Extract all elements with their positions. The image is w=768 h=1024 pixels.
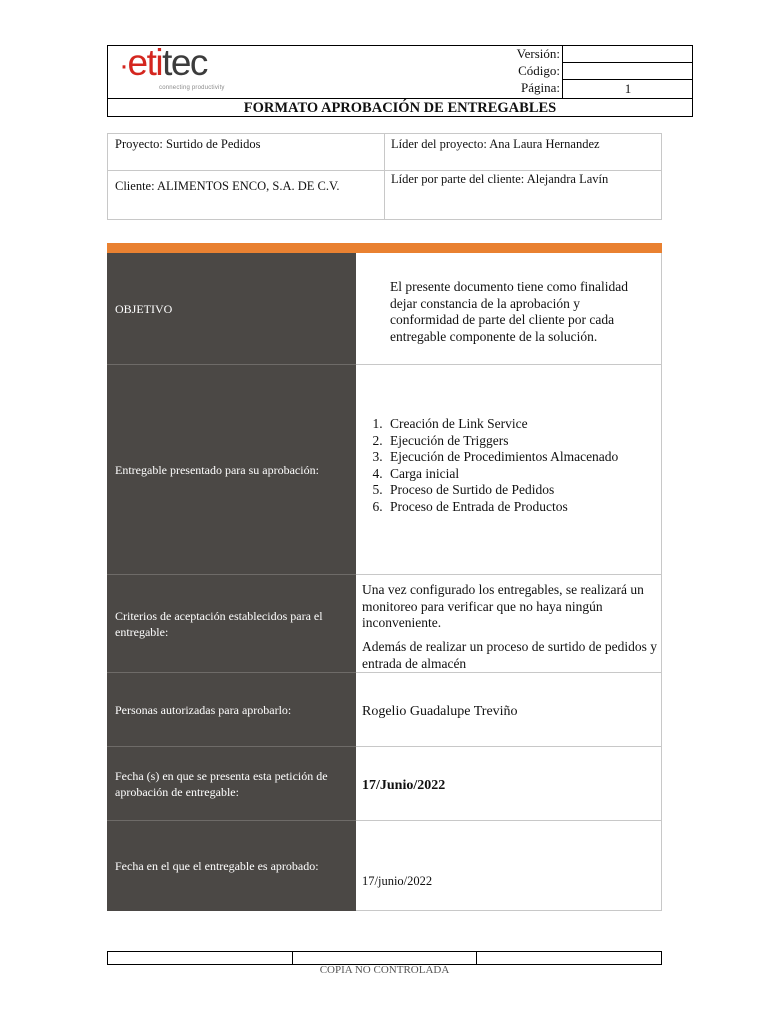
authorized-label-text: Personas autorizadas para aprobarlo: xyxy=(115,702,292,717)
deliverable-label xyxy=(107,365,356,574)
approval-date-label-text: Fecha en el que el entregable es aprobado: xyxy=(115,859,319,873)
version-label: Versión: xyxy=(516,46,560,61)
criteria-text-2: Además de realizar un proceso de surtido de pedidos y entrada de almacén xyxy=(362,639,658,671)
deliverable-item: 5. Proceso de Surtido de Pedidos xyxy=(386,482,662,499)
row-divider xyxy=(356,820,662,821)
project-info-table xyxy=(107,133,662,220)
code-value xyxy=(562,63,693,80)
request-date-label-text: Fecha (s) en que se presenta esta petición de aprobación de entregable: xyxy=(115,768,328,799)
logo-tagline: connecting productivity xyxy=(159,85,225,91)
row-divider xyxy=(356,746,662,747)
divider xyxy=(476,952,477,964)
etitec-logo xyxy=(119,42,239,94)
project-name: Proyecto: Surtido de Pedidos xyxy=(115,137,261,151)
divider xyxy=(292,952,293,964)
client-leader: Líder por parte del cliente: Alejandra Lavín xyxy=(391,172,609,186)
divider xyxy=(384,134,385,219)
page-label: Página: xyxy=(521,80,560,95)
footer-table xyxy=(107,951,662,965)
request-date-label xyxy=(107,747,356,820)
document-header xyxy=(107,42,693,117)
deliverable-item: 3. Ejecución de Procedimientos Almacenado xyxy=(386,449,662,466)
deliverable-item: 1. Creación de Link Service xyxy=(386,416,662,433)
project-leader: Líder del proyecto: Ana Laura Hernandez xyxy=(391,137,600,151)
footer-copy-notice: COPIA NO CONTROLADA xyxy=(319,964,450,976)
client-name: Cliente: ALIMENTOS ENCO, S.A. DE C.V. xyxy=(115,179,340,193)
page-value: 1 xyxy=(562,80,693,98)
objective-label xyxy=(107,253,356,365)
deliverable-label-text: Entregable presentado para su aprobación: xyxy=(115,462,319,477)
row-divider xyxy=(356,574,662,575)
approval-date-label xyxy=(107,821,356,911)
request-date-value: 17/Junio/2022 xyxy=(362,778,446,793)
criteria-label xyxy=(107,575,356,672)
authorized-value: Rogelio Guadalupe Treviño xyxy=(362,704,518,719)
code-label: Código: xyxy=(518,63,560,78)
objective-label-text: OBJETIVO xyxy=(115,302,173,316)
document-title: FORMATO APROBACIÓN DE ENTREGABLES xyxy=(108,98,692,117)
version-value xyxy=(562,46,693,63)
authorized-label xyxy=(107,673,356,746)
criteria-text-1: Una vez configurado los entregables, se realizará un monitoreo para verificar que no haya ningún inconveniente. xyxy=(362,582,644,630)
deliverables-list xyxy=(346,416,662,515)
accent-bar xyxy=(107,243,662,253)
criteria-label-text: Criterios de aceptación establecidos para el entregable: xyxy=(115,608,323,639)
row-divider xyxy=(356,672,662,673)
deliverable-item: 4. Carga inicial xyxy=(386,466,662,483)
deliverables-list-cell xyxy=(346,416,662,515)
logo-wordmark: ·etitec xyxy=(119,42,207,83)
deliverable-item: 6. Proceso de Entrada de Productos xyxy=(386,499,662,516)
objective-text: El presente documento tiene como finalidad dejar constancia de la aprobación y conformidad de parte del cliente por cada entregable componente de la solución. xyxy=(390,279,629,344)
deliverable-item: 2. Ejecución de Triggers xyxy=(386,433,662,450)
approval-date-value: 17/junio/2022 xyxy=(362,874,433,888)
row-divider xyxy=(356,364,662,365)
